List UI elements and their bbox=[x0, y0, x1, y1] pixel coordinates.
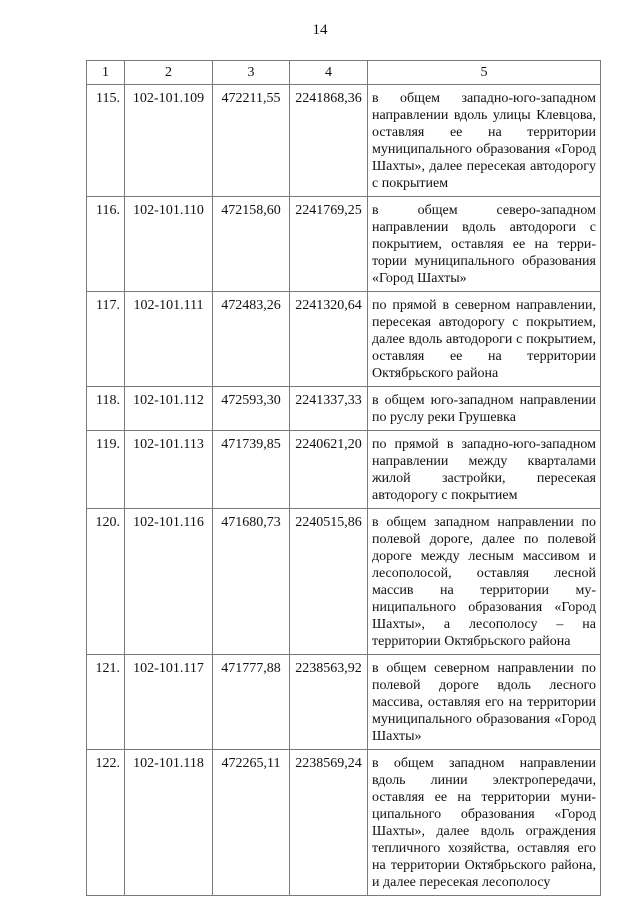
column-header: 1 bbox=[87, 61, 125, 85]
y-coordinate: 2238563,92 bbox=[290, 655, 368, 750]
point-code: 102-101.110 bbox=[125, 197, 213, 292]
y-coordinate: 2241868,36 bbox=[290, 85, 368, 197]
column-header: 4 bbox=[290, 61, 368, 85]
table-row bbox=[87, 197, 601, 292]
table-row bbox=[87, 655, 601, 750]
y-coordinate: 2241769,25 bbox=[290, 197, 368, 292]
boundary-description: в общем юго-западном направлении по руслу реки Грушевка bbox=[368, 387, 601, 431]
table-header-row bbox=[87, 61, 601, 85]
column-header: 3 bbox=[213, 61, 290, 85]
table-row bbox=[87, 750, 601, 896]
boundary-description: в общем западно-юго-западном направлении вдоль улицы Клевцова, оставляя ее на территории муниципального образования «Город Шахты», далее пересекая автодорогу с покрытием bbox=[368, 85, 601, 197]
column-header: 5 bbox=[368, 61, 601, 85]
boundary-description: в общем западном направлении по полевой дороге, далее по полевой дороге между лесным массивом и лесополосой, оставляя лесной массив на территории муниципального образования «Город Шахты», а лесополосу – на территории Октябрьского района bbox=[368, 509, 601, 655]
y-coordinate: 2241337,33 bbox=[290, 387, 368, 431]
point-code: 102-101.113 bbox=[125, 431, 213, 509]
y-coordinate: 2241320,64 bbox=[290, 292, 368, 387]
x-coordinate: 472593,30 bbox=[213, 387, 290, 431]
x-coordinate: 472158,60 bbox=[213, 197, 290, 292]
point-code: 102-101.112 bbox=[125, 387, 213, 431]
point-code: 102-101.118 bbox=[125, 750, 213, 896]
boundary-description: по прямой в западно-юго-западном направлении между кварталами жилой застройки, пересекая автодорогу с покрытием bbox=[368, 431, 601, 509]
table-row bbox=[87, 85, 601, 197]
boundary-points-table bbox=[86, 60, 601, 896]
x-coordinate: 471777,88 bbox=[213, 655, 290, 750]
row-number: 119. bbox=[87, 431, 125, 509]
y-coordinate: 2238569,24 bbox=[290, 750, 368, 896]
x-coordinate: 471739,85 bbox=[213, 431, 290, 509]
row-number: 120. bbox=[87, 509, 125, 655]
x-coordinate: 471680,73 bbox=[213, 509, 290, 655]
point-code: 102-101.116 bbox=[125, 509, 213, 655]
row-number: 117. bbox=[87, 292, 125, 387]
x-coordinate: 472265,11 bbox=[213, 750, 290, 896]
row-number: 115. bbox=[87, 85, 125, 197]
boundary-description: по прямой в северном направлении, пересекая автодорогу с покрытием, далее вдоль автодороги с покрытием, оставляя ее на территории Октябрьского района bbox=[368, 292, 601, 387]
table-row bbox=[87, 292, 601, 387]
row-number: 122. bbox=[87, 750, 125, 896]
table-row bbox=[87, 509, 601, 655]
table-row bbox=[87, 387, 601, 431]
point-code: 102-101.117 bbox=[125, 655, 213, 750]
page-number: 14 bbox=[312, 22, 328, 38]
x-coordinate: 472211,55 bbox=[213, 85, 290, 197]
y-coordinate: 2240621,20 bbox=[290, 431, 368, 509]
row-number: 116. bbox=[87, 197, 125, 292]
point-code: 102-101.109 bbox=[125, 85, 213, 197]
row-number: 118. bbox=[87, 387, 125, 431]
column-header: 2 bbox=[125, 61, 213, 85]
boundary-description: в общем северо-западном направлении вдоль автодороги с покрытием, оставляя ее на территории муниципального образования «Город Шахты» bbox=[368, 197, 601, 292]
boundary-description: в общем западном направлении вдоль линии электропередачи, оставляя ее на территории муниципального образования «Город Шахты», далее вдоль ограждения тепличного хозяйства, оставляя его на территории Октябрьского района, и далее пересекая лесополосу bbox=[368, 750, 601, 896]
boundary-description: в общем северном направлении по полевой дороге вдоль лесного массива, оставляя его на территории муниципального образования «Город Шахты» bbox=[368, 655, 601, 750]
table-row bbox=[87, 431, 601, 509]
x-coordinate: 472483,26 bbox=[213, 292, 290, 387]
point-code: 102-101.111 bbox=[125, 292, 213, 387]
y-coordinate: 2240515,86 bbox=[290, 509, 368, 655]
row-number: 121. bbox=[87, 655, 125, 750]
